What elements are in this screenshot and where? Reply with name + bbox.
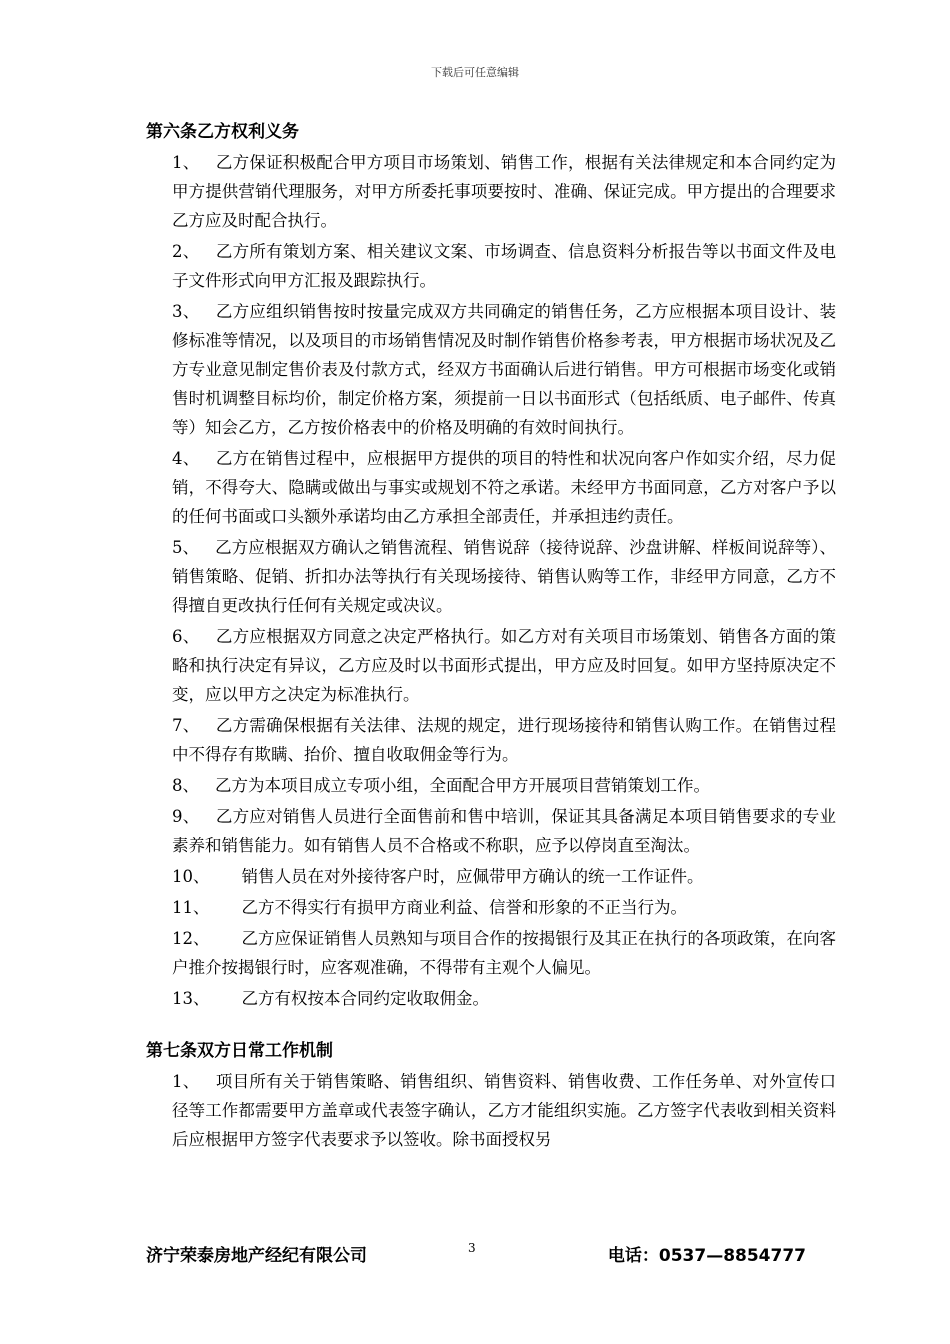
section-6-title: 第六条乙方权利义务 xyxy=(146,122,299,142)
section-7-title: 第七条双方日常工作机制 xyxy=(146,1041,333,1061)
item-number: 4、 xyxy=(172,449,200,468)
item-text: 乙方为本项目成立专项小组，全面配合甲方开展项目营销策划工作。 xyxy=(215,776,710,795)
item-text: 乙方应对销售人员进行全面售前和售中培训，保证其具备满足本项目销售要求的专业素养和销售能力。如有销售人员不合格或不称职，应予以停岗直至淘汰。 xyxy=(172,807,837,855)
item-text: 项目所有关于销售策略、销售组织、销售资料、销售收费、工作任务单、对外宣传口径等工作都需要甲方盖章或代表签字确认，乙方才能组织实施。乙方签字代表收到相关资料后应根据甲方签字代表要求予以签收。除书面授权另 xyxy=(172,1072,837,1149)
item-text: 乙方应根据双方确认之销售流程、销售说辞（接待说辞、沙盘讲解、样板间说辞等）、销售策略、促销、折扣办法等执行有关现场接待、销售认购等工作，非经甲方同意，乙方不得擅自更改执行任何有关规定或决议。 xyxy=(172,538,837,615)
section-6-item-1 xyxy=(146,148,836,235)
item-number: 8、 xyxy=(172,776,199,795)
section-6-item-6 xyxy=(146,622,836,709)
item-number: 13、 xyxy=(172,989,210,1008)
section-6-item-11 xyxy=(146,893,836,922)
section-6-item-2 xyxy=(146,237,836,295)
item-number: 9、 xyxy=(172,807,200,826)
header-note: 下载后可任意编辑 xyxy=(431,66,519,79)
item-number: 1、 xyxy=(172,1072,200,1091)
page-number: 3 xyxy=(468,1241,476,1255)
section-6-item-12 xyxy=(146,924,836,982)
item-text: 乙方所有策划方案、相关建议文案、市场调查、信息资料分析报告等以书面文件及电子文件形式向甲方汇报及跟踪执行。 xyxy=(172,242,837,290)
item-text: 销售人员在对外接待客户时，应佩带甲方确认的统一工作证件。 xyxy=(241,867,704,886)
item-text: 乙方应保证销售人员熟知与项目合作的按揭银行及其正在执行的各项政策，在向客户推介按揭银行时，应客观准确，不得带有主观个人偏见。 xyxy=(172,929,837,977)
section-6-item-9 xyxy=(146,802,836,860)
item-number: 6、 xyxy=(172,627,200,646)
section-6-item-4 xyxy=(146,444,836,531)
item-number: 7、 xyxy=(172,716,200,735)
item-number: 11、 xyxy=(172,898,210,917)
item-text: 乙方在销售过程中，应根据甲方提供的项目的特性和状况向客户作如实介绍，尽力促销，不得夸大、隐瞒或做出与事实或规划不符之承诺。未经甲方书面同意，乙方对客户予以的任何书面或口头额外承诺均由乙方承担全部责任，并承担违约责任。 xyxy=(172,449,837,526)
item-text: 乙方应组织销售按时按量完成双方共同确定的销售任务，乙方应根据本项目设计、装修标准等情况，以及项目的市场销售情况及时制作销售价格参考表，甲方根据市场状况及乙方专业意见制定售价表及付款方式，经双方书面确认后进行销售。甲方可根据市场变化或销售时机调整目标均价，制定价格方案，须提前一日以书面形式（包括纸质、电子邮件、传真等）知会乙方，乙方按价格表中的价格及明确的有效时间执行。 xyxy=(172,302,837,437)
section-6-item-13 xyxy=(146,984,836,1013)
item-number: 3、 xyxy=(172,302,200,321)
section-6-item-7 xyxy=(146,711,836,769)
item-number: 1、 xyxy=(172,153,200,172)
page-footer xyxy=(146,1241,806,1269)
section-7-item-1 xyxy=(146,1067,836,1154)
document-body xyxy=(146,118,836,1156)
item-number: 5、 xyxy=(172,538,200,557)
item-text: 乙方不得实行有损甲方商业利益、信誉和形象的不正当行为。 xyxy=(241,898,687,917)
company-name: 济宁荣泰房地产经纪有限公司 xyxy=(146,1246,367,1266)
section-6-item-5 xyxy=(146,533,836,620)
item-number: 12、 xyxy=(172,929,210,948)
item-text: 乙方应根据双方同意之决定严格执行。如乙方对有关项目市场策划、销售各方面的策略和执行决定有异议，乙方应及时以书面形式提出，甲方应及时回复。如甲方坚持原决定不变，应以甲方之决定为标准执行。 xyxy=(172,627,837,704)
section-6-item-10 xyxy=(146,862,836,891)
item-text: 乙方保证积极配合甲方项目市场策划、销售工作，根据有关法律规定和本合同约定为甲方提供营销代理服务，对甲方所委托事项要按时、准确、保证完成。甲方提出的合理要求乙方应及时配合执行。 xyxy=(172,153,837,230)
section-6-item-3 xyxy=(146,297,836,442)
item-number: 10、 xyxy=(172,867,210,886)
phone-number: 电话：0537—8854777 xyxy=(607,1246,806,1266)
item-number: 2、 xyxy=(172,242,200,261)
section-6-item-8 xyxy=(146,771,836,800)
item-text: 乙方有权按本合同约定收取佣金。 xyxy=(241,989,489,1008)
item-text: 乙方需确保根据有关法律、法规的规定，进行现场接待和销售认购工作。在销售过程中不得存有欺瞒、抬价、擅自收取佣金等行为。 xyxy=(172,716,837,764)
